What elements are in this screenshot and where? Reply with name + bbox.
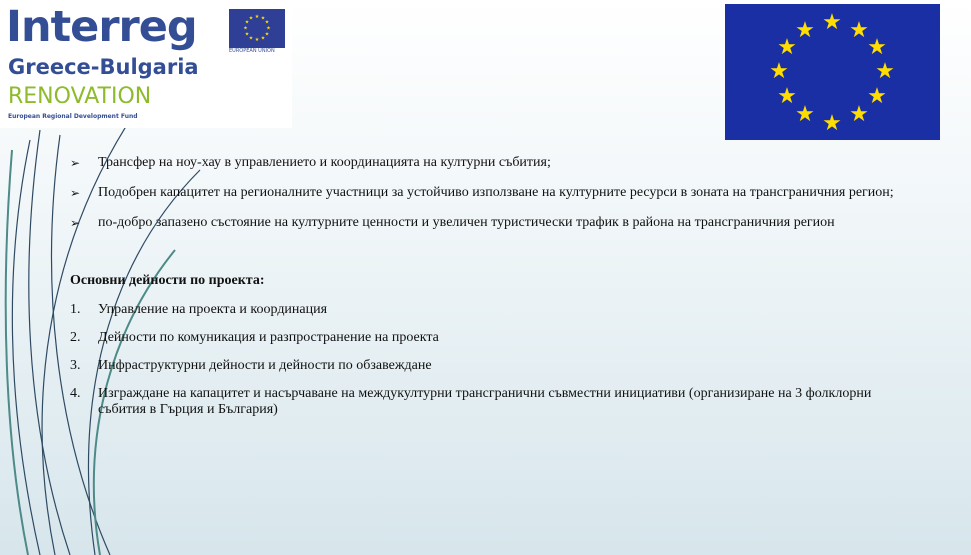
svg-text:★: ★ [254,38,260,43]
svg-text:★: ★ [777,35,797,60]
svg-text:★: ★ [769,59,789,84]
logo-region-text: Greece-Bulgaria [8,55,199,79]
svg-text:★: ★ [849,18,869,43]
svg-text:★: ★ [795,102,815,127]
eu-label: EUROPEAN UNION [229,48,275,54]
bullet-text: по-добро запазено състояние на културните ценности и увеличен туристически трафик в района на трансграничния регион [98,215,835,230]
logo-brand-text: Interreg [6,2,197,52]
item-number: 1. [70,302,81,317]
eu-small-flag-icon [229,9,285,48]
bullet-item [70,215,910,231]
item-number: 4. [70,386,81,401]
arrow-bullet-icon: ➢ [70,156,81,170]
svg-text:★: ★ [248,16,254,22]
svg-text:★: ★ [260,16,266,22]
bullet-item [70,185,910,201]
item-text: Изграждане на капацитет и насърчаване на междукултурни трансгранични съвместни инициативи (организиране на 3 фолклорни събития в Гърция и България) [98,386,872,417]
svg-text:★: ★ [867,35,887,60]
svg-text:★: ★ [875,59,895,84]
numbered-item [70,330,910,346]
svg-text:★: ★ [849,102,869,127]
logo-fund-text: European Regional Development Fund [8,113,138,120]
logo-project-text: RENOVATION [8,84,152,109]
svg-text:★: ★ [822,10,842,35]
item-text: Дейности по комуникация и разпространение на проекта [98,330,439,345]
svg-text:★: ★ [777,84,797,109]
svg-text:★: ★ [266,26,271,32]
svg-text:★: ★ [795,18,815,43]
svg-text:★: ★ [248,36,254,42]
item-text: Управление на проекта и координация [98,302,328,317]
svg-text:★: ★ [244,32,250,38]
eu-flag-icon [725,4,940,140]
svg-text:★: ★ [260,36,266,42]
bullet-text: Трансфер на ноу-хау в управлението и координацията на културни събития; [98,155,551,170]
item-number: 2. [70,330,81,345]
svg-text:★: ★ [264,20,270,26]
bullet-text: Подобрен капацитет на регионалните участници за устойчиво използване на културните ресурси в зоната на трансграничния регион; [98,185,894,200]
svg-text:★: ★ [254,15,260,20]
arrow-bullet-icon: ➢ [70,216,81,230]
svg-text:★: ★ [264,32,270,38]
numbered-item [70,386,910,418]
svg-text:★: ★ [244,20,250,26]
item-text: Инфраструктурни дейности и дейности по обзавеждане [98,358,432,373]
svg-text:★: ★ [867,84,887,109]
numbered-item [70,302,910,318]
arrow-bullet-icon: ➢ [70,186,81,200]
item-number: 3. [70,358,81,373]
bullet-item [70,155,910,171]
slide-content [70,155,910,430]
section-title: Основни дейности по проекта: [70,273,265,288]
numbered-item [70,358,910,374]
svg-text:★: ★ [243,26,248,32]
svg-text:★: ★ [822,111,842,136]
